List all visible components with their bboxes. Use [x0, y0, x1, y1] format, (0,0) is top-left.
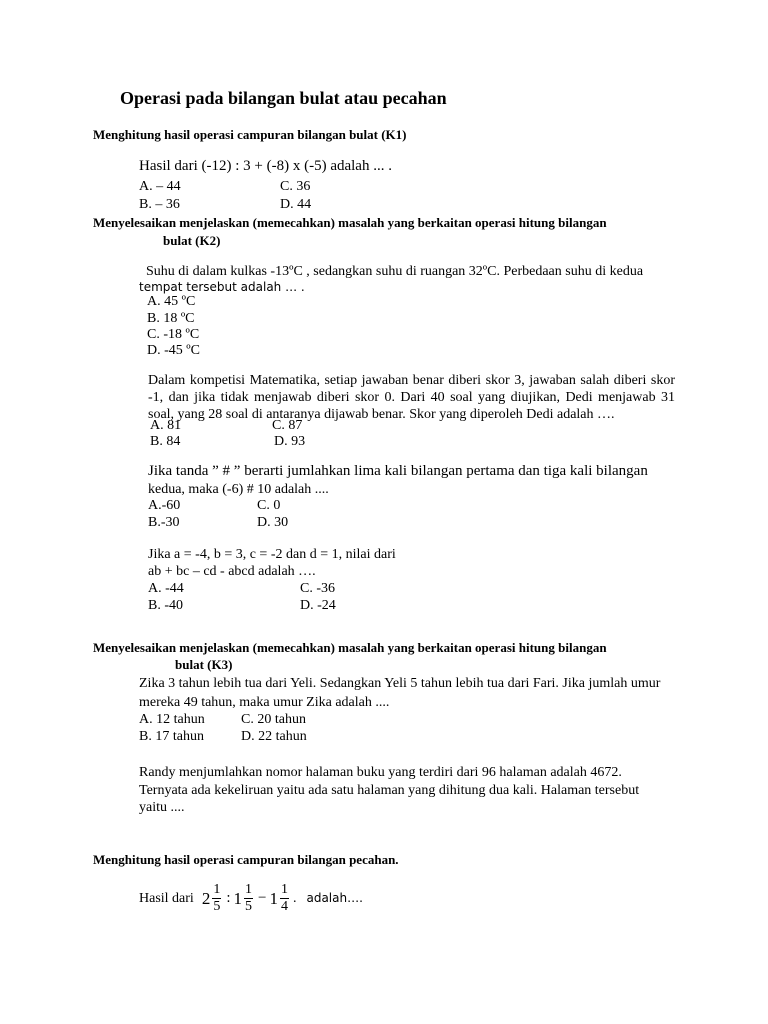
question-fractions: [139, 878, 363, 918]
question-k1: Hasil dari (-12) : 3 + (-8) x (-5) adalah ... .: [139, 158, 392, 174]
option-d: D. 93: [274, 434, 306, 449]
option-c: C. 0: [257, 498, 281, 513]
question-suffix: adalah….: [306, 890, 363, 905]
fraction-numerator: 1: [280, 881, 288, 897]
option-b: B. -40: [148, 598, 183, 613]
mixed-number-whole: 1: [233, 888, 242, 908]
fraction: [280, 882, 289, 915]
section-heading-k1: Menghitung hasil operasi campuran bilangan bulat (K1): [93, 127, 407, 142]
fraction-denominator: 4: [280, 898, 288, 914]
fraction: [244, 882, 253, 915]
mixed-number-whole: 1: [269, 888, 278, 908]
question-hash-operator-line2: kedua, maka (-6) # 10 adalah ....: [148, 482, 329, 497]
option-b: B. 84: [150, 434, 181, 449]
fraction-numerator: 1: [213, 881, 221, 897]
fraction-denominator: 5: [213, 898, 221, 914]
page-title: Operasi pada bilangan bulat atau pecahan: [120, 88, 447, 108]
operator-divide: :: [226, 889, 231, 906]
option-d: D. -24: [300, 598, 336, 613]
option-c: C. -18 ºC: [147, 327, 200, 342]
question-ages-line2: mereka 49 tahun, maka umur Zika adalah ....: [139, 695, 390, 710]
question-variables: Jika a = -4, b = 3, c = -2 dan d = 1, nilai dari: [148, 547, 396, 562]
option-d: D. 30: [257, 515, 289, 530]
question-prefix: Hasil dari: [139, 890, 194, 906]
question-temperature: Suhu di dalam kulkas -13ºC , sedangkan suhu di ruangan 32ºC. Perbedaan suhu di kedua: [146, 264, 644, 279]
fraction-numerator: 1: [245, 881, 252, 897]
option-c: C. -36: [300, 581, 335, 596]
option-a: A. 81: [150, 418, 182, 433]
question-page-numbers-line3: yaitu ....: [139, 800, 185, 815]
option-d: D. 22 tahun: [241, 729, 307, 744]
question-page-numbers: Randy menjumlahkan nomor halaman buku yang terdiri dari 96 halaman adalah 4672.: [139, 765, 622, 780]
question-temperature-line2: tempat tersebut adalah … .: [139, 280, 305, 294]
section-heading-k2-line2: bulat (K2): [163, 233, 221, 248]
mixed-number-whole: 2: [201, 888, 211, 908]
question-competition: Dalam kompetisi Matematika, setiap jawaban benar diberi skor 3, jawaban salah diberi skor -1, dan jika tidak menjawab diberi skor 0. Dari 40 soal yang diujikan, Dedi menjawab 31 soal, yang 28 soal di antaranya dijawab benar. Skor yang diperoleh Dedi adalah ….: [148, 373, 675, 422]
question-hash-operator: Jika tanda ” # ” berarti jumlahkan lima kali bilangan pertama dan tiga kali bilangan: [148, 463, 648, 479]
section-heading-k3-line2: bulat (K3): [175, 657, 233, 672]
section-heading-k2: Menyelesaikan menjelaskan (memecahkan) masalah yang berkaitan operasi hitung bilangan: [93, 215, 607, 230]
option-b: B. – 36: [139, 197, 180, 212]
option-d: D. 44: [280, 197, 312, 212]
operator-minus: −: [258, 889, 267, 906]
question-page-numbers-line2: Ternyata ada kekeliruan yaitu ada satu halaman yang dihitung dua kali. Halaman tersebut: [139, 783, 640, 798]
fraction: [212, 882, 221, 915]
question-ages: Zika 3 tahun lebih tua dari Yeli. Sedangkan Yeli 5 tahun lebih tua dari Fari. Jika jumlah umur: [139, 676, 661, 691]
option-a: A. 45 ºC: [147, 294, 196, 309]
option-c: C. 87: [272, 418, 303, 433]
option-c: C. 36: [280, 179, 311, 194]
option-d: D. -45 ºC: [147, 343, 200, 358]
option-b: B.-30: [148, 515, 180, 530]
option-c: C. 20 tahun: [241, 712, 306, 727]
option-a: A. – 44: [139, 179, 181, 194]
period: .: [292, 890, 297, 906]
option-a: A. -44: [148, 581, 184, 596]
question-variables-line2: ab + bc – cd - abcd adalah ….: [148, 564, 316, 579]
section-heading-fractions: Menghitung hasil operasi campuran bilangan pecahan.: [93, 852, 399, 867]
fraction-denominator: 5: [245, 898, 252, 914]
option-b: B. 18 ºC: [147, 311, 195, 326]
section-heading-k3: Menyelesaikan menjelaskan (memecahkan) masalah yang berkaitan operasi hitung bilangan: [93, 640, 607, 655]
option-a: A. 12 tahun: [139, 712, 205, 727]
option-b: B. 17 tahun: [139, 729, 204, 744]
option-a: A.-60: [148, 498, 181, 513]
